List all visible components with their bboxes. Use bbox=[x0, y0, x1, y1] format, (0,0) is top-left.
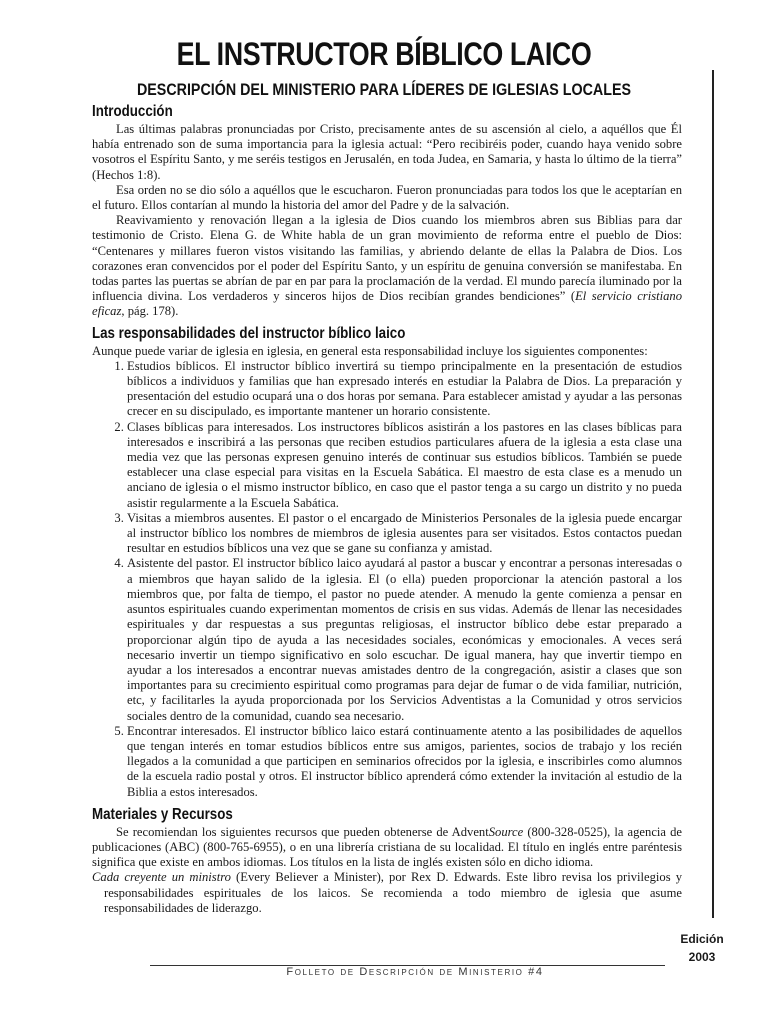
materials-text-c: (800-328-0525), la agencia de publicaciones (ABC) (800-765-6955), o en una librería cristiana de su localidad. El título en inglés entre paréntesis significa que existe en ambos idiomas. Los títulos en la lista de inglés existen sólo en dicho idioma. bbox=[92, 824, 682, 870]
responsibilities-list bbox=[92, 359, 682, 800]
book-title-servicio: El servicio cristiano eficaz bbox=[92, 289, 682, 319]
intro-paragraph-3-text: Reavivamiento y renovación llegan a la iglesia de Dios cuando los miembros abren sus Biblias para dar testimonio de Cristo. Elena G. de White habla de un gran movimiento de reforma entre el pueblo de Dios: “Centenares y millares fueron vistos visitando las familias, y abriendo delante de ellas la Palabra de Dios. Los corazones eran convencidos por el poder del Espíritu Santo, y un espíritu de genuina conversión se manifestaba. En todas partes las puertas se abrían de par en par para la proclamación de la verdad. El mundo parecía iluminado por la influencia divina. Los verdaderos y sinceros hijos de Dios recibían grandes bendiciones” ( bbox=[92, 213, 682, 304]
section-heading-responsibilities: Las responsabilidades del instructor bíblico laico bbox=[92, 324, 406, 342]
intro-paragraph-3 bbox=[92, 213, 682, 319]
document-body bbox=[92, 100, 682, 916]
materials-paragraph bbox=[92, 825, 682, 871]
list-item: 3. Visitas a miembros ausentes. El pastor o el encargado de Ministerios Personales de la iglesia puede encargar al instructor bíblico los nombres de miembros de iglesia ausentes para ser visitados. Estos contactos puedan resultar en estudios bíblicos una vez que se gane su confianza y amistad. bbox=[127, 511, 682, 557]
list-item: 1. Estudios bíblicos. El instructor bíblico invertirá su tiempo principalmente en la presentación de estudios bíblicos a individuos y familias que han expresado interés en estudiar la Palabra de Dios. La preparación y presentación del estudio ocupará una o dos horas por semana. Para establecer amistad y ayudar a las personas crecer en su discipulado, es importante mantener un horario consistente. bbox=[127, 359, 682, 420]
intro-paragraph-3-end: , pág. 178). bbox=[121, 304, 179, 319]
list-item: 5. Encontrar interesados. El instructor bíblico laico estará continuamente atento a las posibilidades de aquellos que tengan interés en tomar estudios bíblicos entre sus amigos, parientes, socios de trabajo y los recién llegados a la comunidad a que participen en seminarios ofrecidos por la iglesia, e inscribirles como alumnos de la escuela radio postal y otros. El instructor bíblico aprenderá cómo extender la invitación al estudio de la Biblia a estos interesados. bbox=[127, 724, 682, 800]
responsibilities-lead: Aunque puede variar de iglesia en iglesia, en general esta responsabilidad incluye los siguientes componentes: bbox=[92, 343, 648, 358]
intro-paragraph-1: Las últimas palabras pronunciadas por Cristo, precisamente antes de su ascensión al cielo, a aquéllos que Él había entrenado son de suma importancia para la iglesia actual: “Pero recibiréis poder, cuando haya venido sobre vosotros el Espíritu Santo, y me seréis testigos en Jerusalén, en toda Judea, en Samaria, y hasta lo último de la tierra” (Hechos 1:8). bbox=[92, 122, 683, 182]
edition-label: Edición bbox=[680, 932, 724, 946]
intro-paragraph-2: Esa orden no se dio sólo a aquéllos que le escucharon. Fueron pronunciadas para todos los que le aceptarían en el futuro. Ellos contarían al mundo la historia del amor del Padre y de la salvación. bbox=[92, 182, 682, 213]
section-heading-intro: Introducción bbox=[92, 103, 173, 120]
list-item: 2. Clases bíblicas para interesados. Los instructores bíblicos asistirán a los pastores en las clases bíblicas para interesados e inscribirá a las personas que reciben estudios particulares afuera de la iglesia a esta clase una media vez que las personas expresen genuino interés de continuar sus estudios bíblicos. También se puede establecer una clase especial para visitas en la Escuela Sabática. El maestro de esta clase es a menudo un anciano de iglesia o el mismo instructor bíblico, en caso que el pastor tenga a su cargo un distrito y no pueda asistir regularmente a la Escuela Sabática. bbox=[127, 420, 682, 511]
section-heading-materials: Materiales y Recursos bbox=[92, 805, 233, 823]
document-subtitle: DESCRIPCIÓN DEL MINISTERIO PARA LÍDERES DE IGLESIAS LOCALES bbox=[136, 80, 632, 99]
list-item: 4. Asistente del pastor. El instructor bíblico laico ayudará al pastor a buscar y encontrar a personas interesadas o a miembros que hayan salido de la iglesia. El (o ella) pueden proporcionar la atención pastoral a los miembros que, por falta de tiempo, el pastor no puede atender. A menudo la gente comienza a pensar en asuntos espirituales cuando experimentan momentos de crisis en sus vidas. Además de llenar las necesidades espirituales y dar respuestas a sus preguntas religiosas, el instructor bíblico debe estar preparado a proporcionar algún tipo de ayuda a las necesidades sociales, económicas y emocionales. A veces será necesario invertir un tiempo significativo en solo escuchar. De igual manera, hay que invertir tiempo en ayudar a los interesados a encontrar nuevas amistades dentro de la congregación, asistir a clases que son importantes para su crecimiento espiritual como programas para dejar de fumar o de vida familiar, nutrición, etc, y facilitarles la ayuda proporcionada por los Servicios Adventistas a la Comunidad y otros servicios sociales dentro de la comunidad, cuando sea necesario. bbox=[127, 556, 682, 723]
resource-description: (Every Believer a Minister), por Rex D. Edwards. Este libro revisa los privilegios y responsabilidades espirituales de los laicos. Se recomienda a todo miembro de iglesia que asume responsabilidades de liderazgo. bbox=[104, 870, 683, 915]
materials-text-a: Se recomiendan los siguientes recursos que pueden obtenerse de Advent bbox=[116, 824, 489, 839]
edition-box bbox=[668, 930, 736, 966]
resource-title: Cada creyente un ministro bbox=[92, 870, 231, 885]
edition-year: 2003 bbox=[688, 950, 716, 964]
materials-source-word: Source bbox=[488, 824, 524, 839]
document-title: EL INSTRUCTOR BÍBLICO LAICO bbox=[176, 36, 592, 72]
footer-text: Folleto de Descripción de Ministerio #4 bbox=[286, 966, 544, 978]
resource-entry bbox=[92, 870, 682, 916]
vertical-rule bbox=[712, 70, 714, 918]
